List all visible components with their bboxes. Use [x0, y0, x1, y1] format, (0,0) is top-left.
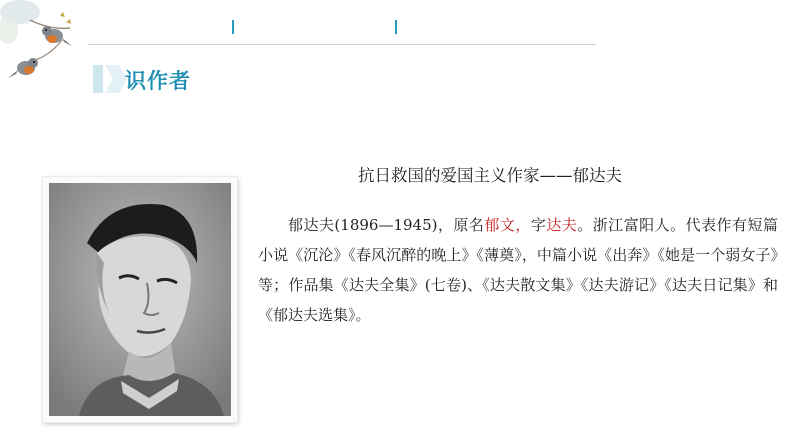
bio-text: 。浙江富阳人。代表作有短篇小说《沉沦》《春风沉醉的晚上》《薄奠》，中篇小说《出奔》《她是一个弱女子》等；作品集《达夫全集》(七卷)、《达夫散文集》《达夫游记》《达夫日记集》和《郁达夫选集》。 — [258, 216, 778, 324]
bio-original-name: 郁文， — [484, 216, 531, 234]
author-subtitle: 抗日救国的爱国主义作家——郁达夫 — [358, 166, 622, 185]
birds-decoration-icon — [0, 0, 90, 90]
author-portrait-image — [49, 183, 231, 416]
author-biography — [258, 210, 778, 330]
section-title: 识作者 — [125, 69, 191, 93]
bio-text: 字 — [530, 216, 547, 234]
bio-courtesy-name: 达夫 — [546, 216, 578, 234]
header-chevron-icon — [93, 65, 129, 93]
top-divider — [88, 44, 596, 45]
bio-text: 郁达夫(1896—1945)，原名 — [288, 216, 485, 234]
author-photo — [43, 177, 237, 422]
top-accent-mark — [232, 20, 234, 34]
top-accent-mark — [395, 20, 397, 34]
